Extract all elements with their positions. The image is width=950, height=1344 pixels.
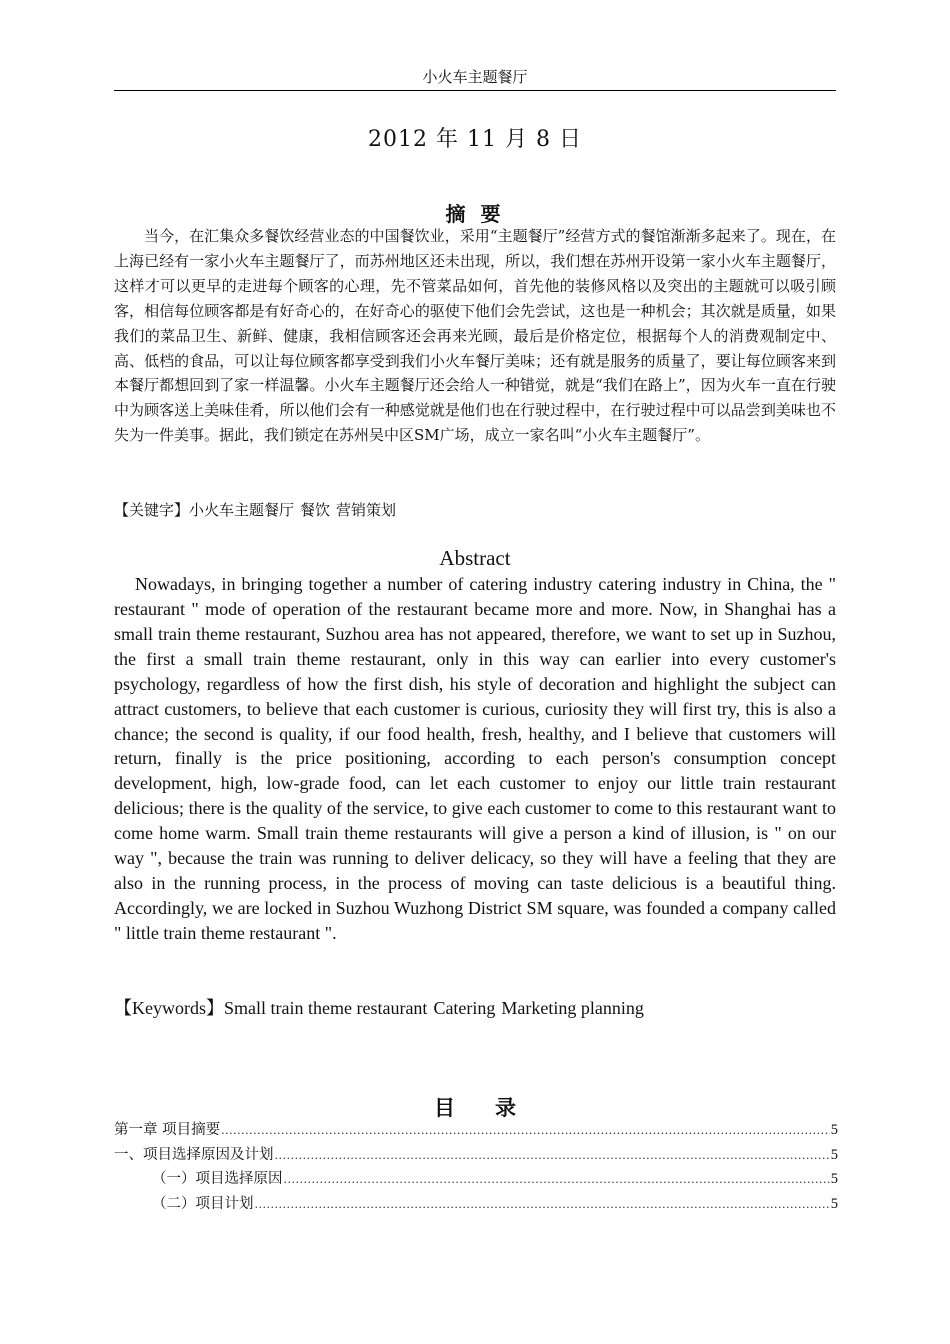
toc-page-number: 5: [830, 1171, 838, 1187]
toc-leader-dots: [284, 1173, 830, 1186]
toc-entry-label: 一、项目选择原因及计划: [114, 1146, 274, 1163]
english-keywords: [114, 995, 836, 1021]
table-of-contents: [114, 1118, 838, 1216]
toc-page-number: 5: [830, 1122, 838, 1138]
toc-entry-chapter-1[interactable]: [114, 1118, 838, 1143]
chinese-abstract-body: 当今，在汇集众多餐饮经营业态的中国餐饮业，采用“主题餐厅”经营方式的餐馆渐渐多起来了。现在，在上海已经有一家小火车主题餐厅了，而苏州地区还未出现，所以，我们想在苏州开设第一家小火车主题餐厅，这样才可以更早的走进每个顾客的心理，先不管菜品如何，首先他的装修风格以及突出的主题就可以吸引顾客，相信每位顾客都是有好奇心的，在好奇心的驱使下他们会先尝试，这也是一种机会；其次就是质量，如果我们的菜品卫生、新鲜、健康，我相信顾客还会再来光顾，最后是价格定位，根据每个人的消费观制定中、高、低档的食品，可以让每位顾客都享受到我们小火车餐厅美味；还有就是服务的质量了，要让每位顾客来到本餐厅都想回到了家一样温馨。小火车主题餐厅还会给人一种错觉，就是“我们在路上”，因为火车一直在行驶中为顾客送上美味佳肴，所以他们会有一种感觉就是他们也在行驶过程中，在行驶过程中可以品尝到美味也不失为一件美事。据此，我们锁定在苏州吴中区SM广场，成立一家名叫“小火车主题餐厅”。: [114, 227, 836, 445]
english-keyword: Small train theme restaurant: [224, 998, 428, 1018]
toc-entry-label: （一）项目选择原因: [152, 1171, 283, 1187]
chinese-keyword: 餐饮: [300, 501, 331, 519]
toc-page-number: 5: [830, 1195, 838, 1212]
toc-entry-label: （二）项目计划: [152, 1195, 254, 1212]
english-keywords-label: 【Keywords】: [114, 998, 224, 1018]
chinese-keyword: 小火车主题餐厅: [189, 501, 295, 519]
toc-entry-subsection-1[interactable]: [114, 1167, 838, 1192]
toc-title: 目 录: [434, 1095, 516, 1120]
toc-leader-dots: [255, 1198, 830, 1211]
english-keyword: Catering: [433, 998, 496, 1018]
toc-page-number: 5: [830, 1146, 838, 1163]
toc-leader-dots: [221, 1124, 830, 1137]
chinese-abstract-title: 摘 要: [445, 202, 505, 226]
english-keyword: Marketing planning: [501, 998, 644, 1018]
toc-entry-label: 第一章 项目摘要: [114, 1122, 221, 1138]
page-header: 小火车主题餐厅: [422, 68, 528, 86]
chinese-keywords-label: 【关键字】: [114, 501, 190, 519]
english-abstract-title: Abstract: [439, 546, 511, 570]
document-date: 2012 年 11 月 8 日: [368, 127, 582, 152]
chinese-keywords: [114, 498, 836, 522]
toc-entry-subsection-2[interactable]: [114, 1192, 838, 1217]
header-divider: [114, 90, 836, 91]
toc-leader-dots: [275, 1149, 830, 1162]
english-abstract-body: Nowadays, in bringing together a number of catering industry catering industry in China, the " restaurant " mode of operation of the restaurant became more and more. Now, in Shanghai has a small train theme restaurant, Suzhou area has not appeared, therefore, we want to set up in Suzhou, the first a small train theme restaurant, only in this way can earlier into every customer's psychology, regardless of how the first dish, his style of decoration and highlight the subject can attract customers, to believe that each customer is curious, curiosity they will first try, this is also a chance; the second is quality, if our food health, fresh, healthy, and I believe that customers will return, finally is the price positioning, according to each person's consumption concept development, high, low-grade food, can let each customer to enjoy our little train restaurant delicious; there is the quality of the service, to give each customer to come to this restaurant want to come home warm. Small train theme restaurants will give a person a kind of illusion, is " on our way ", because the train was running to deliver delicacy, so they will have a feeling that they are also in the running process, in the process of moving can taste delicious is a beautiful thing. Accordingly, we are locked in Suzhou Wuzhong District SM square, was founded a company called " little train theme restaurant ".: [114, 574, 836, 943]
toc-entry-section-1[interactable]: [114, 1143, 838, 1168]
chinese-keyword: 营销策划: [336, 501, 397, 519]
